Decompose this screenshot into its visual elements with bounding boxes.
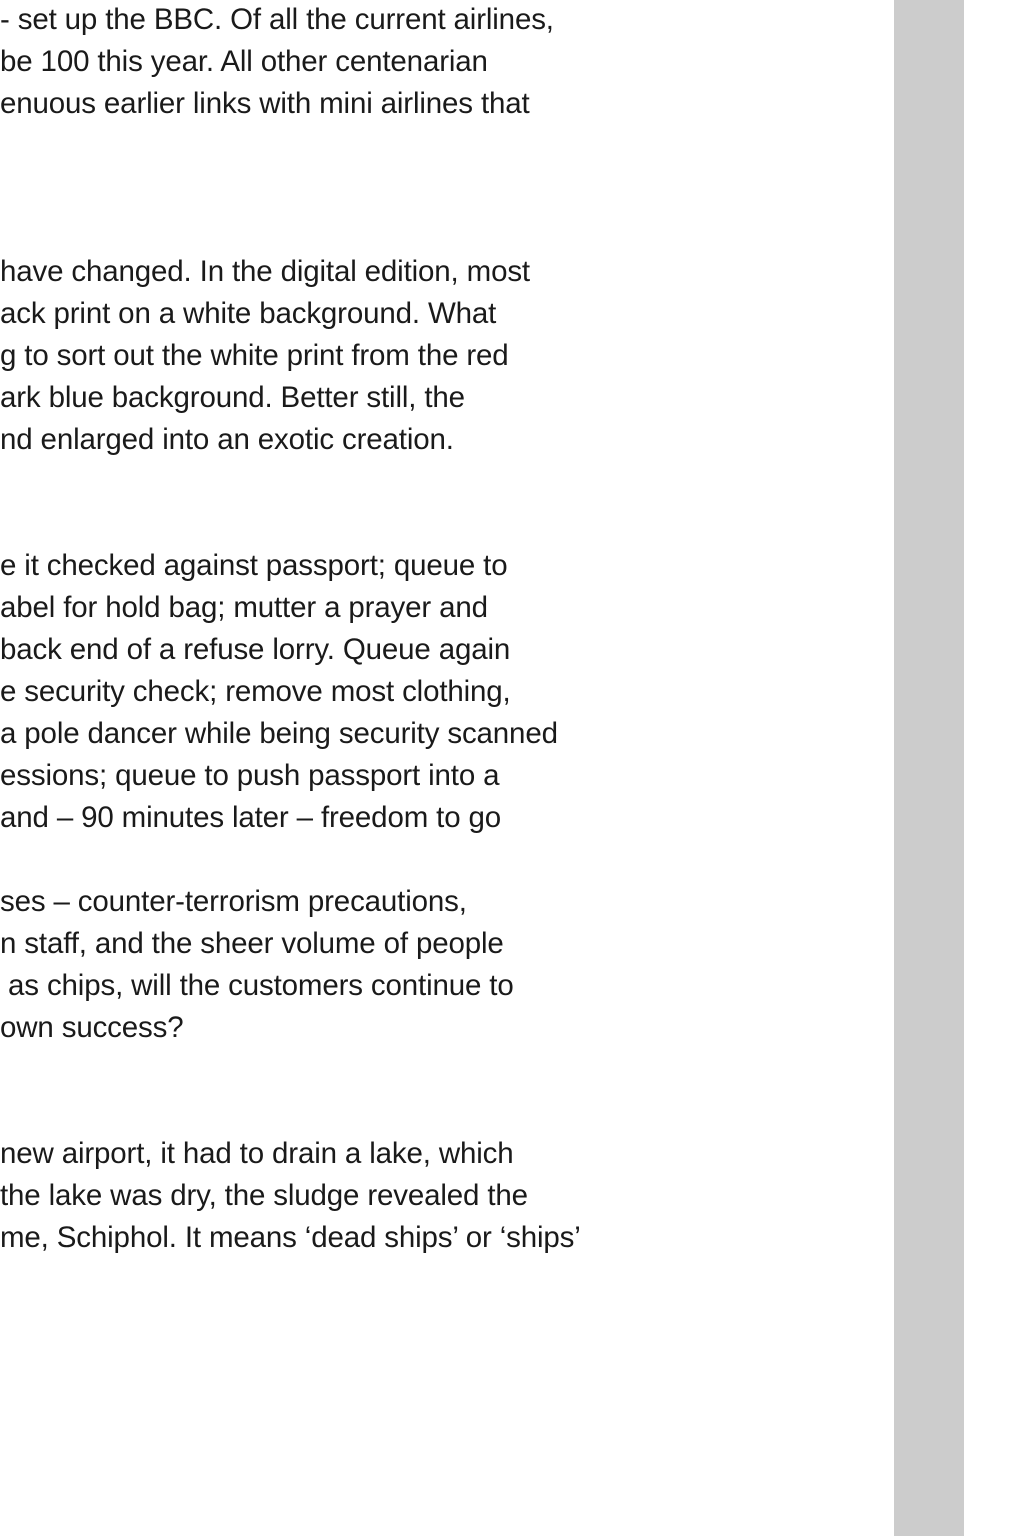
text-line: essions; queue to push passport into a	[0, 759, 500, 792]
text-line: nd enlarged into an exotic creation.	[0, 423, 454, 456]
text-line: back end of a refuse lorry. Queue again	[0, 633, 511, 666]
text-line: be 100 this year. All other centenarian	[0, 45, 488, 78]
text-line: me, Schiphol. It means ‘dead ships’ or ‘ships’	[0, 1221, 581, 1254]
text-line: n staff, and the sheer volume of people	[0, 927, 504, 960]
text-line: - set up the BBC. Of all the current airlines,	[0, 3, 554, 36]
text-line: e it checked against passport; queue to	[0, 549, 508, 582]
text-line: new airport, it had to drain a lake, which	[0, 1137, 514, 1170]
vertical-scrollbar[interactable]	[894, 0, 964, 1536]
text-line: ark blue background. Better still, the	[0, 381, 465, 414]
text-line: g to sort out the white print from the red	[0, 339, 509, 372]
text-line: abel for hold bag; mutter a prayer and	[0, 591, 488, 624]
text-line: ses – counter-terrorism precautions,	[0, 885, 467, 918]
text-line: a pole dancer while being security scanned	[0, 717, 558, 750]
text-line: enuous earlier links with mini airlines that	[0, 87, 530, 120]
text-line: have changed. In the digital edition, most	[0, 255, 530, 288]
text-line: ack print on a white background. What	[0, 297, 497, 330]
text-line: as chips, will the customers continue to	[0, 969, 514, 1002]
text-line: and – 90 minutes later – freedom to go	[0, 801, 502, 834]
text-line: own success?	[0, 1011, 184, 1044]
text-line: e security check; remove most clothing,	[0, 675, 511, 708]
text-line: the lake was dry, the sludge revealed the	[0, 1179, 528, 1212]
